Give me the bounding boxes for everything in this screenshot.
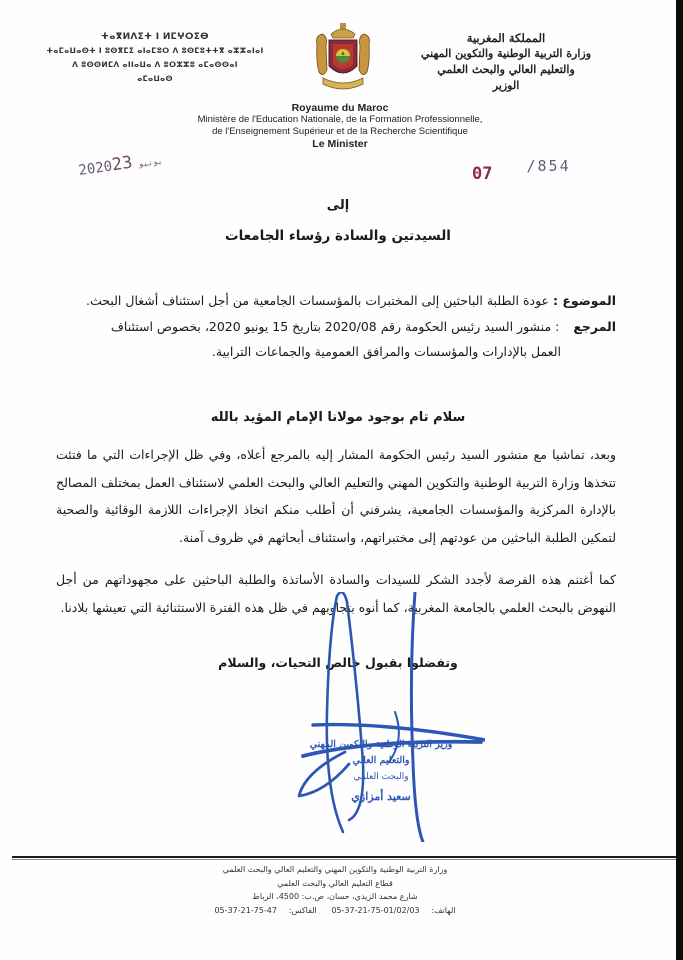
footer-sector: قطاع التعليم العالي والبحث العلمي — [277, 878, 393, 888]
minister-french: Le Minister — [312, 138, 368, 150]
body-paragraph-1: وبعد، تماشيا مع منشور السيد رئيس الحكومة المشار إليه بالمرجع أعلاه، وفي ظل الإجراءات التي ما فتئت تتخذها وزارة التربية الوطنية والتكوين المهني والتعليم العالي والبحث العلمي لاستئناف العمل بمختلف المصالح بالإدارة المركزية والمؤسسات الجامعية، يشرفني أن أطلب منكم اتخاذ الإجراءات اللازمة الوقائية والصحية لتمكين الطلبة الباحثين من عودتهم إلى مختبراتهم، واستئناف أبحاثهم في ظروف آمنة. — [56, 447, 616, 545]
signatory-name: سعيد أمزازي — [351, 790, 411, 803]
morocco-coat-of-arms-icon — [313, 22, 373, 94]
signature-stamp-title: وزير التربية الوطنية والتكوين المهني والتعليم العالي — [309, 739, 453, 766]
subject-text: عودة الطلبة الباحثين إلى المختبرات بالمؤسسات الجامعية من أجل استئناف أشغال البحث. — [86, 293, 549, 308]
footer-contacts — [200, 904, 470, 918]
minister-arabic: الوزير — [492, 79, 520, 92]
footer-divider-shadow — [12, 859, 676, 860]
ministry-french-line1: Ministère de l'Education Nationale, de la Formation Professionnelle, — [197, 114, 483, 125]
date-stamp — [77, 148, 169, 180]
reference-number-stamp — [472, 157, 571, 184]
footer-address — [200, 863, 470, 917]
kingdom-arabic: المملكة المغربية — [466, 31, 546, 45]
header-arabic — [416, 30, 596, 94]
ref-serial: /854 — [526, 157, 571, 175]
ministry-french-line2: de l'Enseignement Supérieur et de la Recherche Scientifique — [212, 126, 468, 137]
fax-label: الفاكس: — [288, 905, 317, 915]
scan-edge — [676, 0, 683, 960]
handwritten-signature — [285, 592, 485, 842]
date-day: 23 — [110, 152, 134, 176]
reference-text-line2: العمل بالإدارات والمؤسسات والمرافق العمومية والجماعات الترابية. — [211, 344, 561, 359]
ministry-tifinagh-line2: ⴷ ⵓⵙⵙⵍⵎⴷ ⴰⵏⵏⴰⵡⴰ ⴷ ⵓⵔⵣⵣⵓ ⴰⵎⴰⵙⵙⴰⵏ — [72, 60, 238, 69]
fax-number: 05-37-21-75-47 — [214, 905, 277, 915]
minister-tifinagh: ⴰⵎⴰⵡⴰⵙ — [137, 74, 173, 83]
ref-number: 07 — [472, 164, 493, 184]
subject-line — [56, 288, 616, 314]
addressee-to: إلى — [326, 198, 350, 213]
ministry-arabic-line2: والتعليم العالي والبحث العلمي — [437, 63, 575, 76]
kingdom-french: Royaume du Maroc — [291, 102, 389, 114]
phone-label: الهاتف: — [431, 905, 456, 915]
ministry-arabic-line1: وزارة التربية الوطنية والتكوين المهني — [420, 47, 592, 60]
date-year: 2020 — [77, 158, 114, 180]
kingdom-tifinagh: ⵜⴰⴳⵍⴷⵉⵜ ⵏ ⵍⵎⵖⵔⵉⴱ — [101, 32, 209, 42]
phone-number: 05-37-21-75-01/02/03 — [331, 905, 420, 915]
greeting: سلام تام بوجود مولانا الإمام المؤيد بالله — [210, 410, 466, 425]
subject-label: الموضوع : — [552, 293, 616, 308]
body-paragraph-2: كما أغتنم هذه الفرصة لأجدد الشكر للسيدات والسادة الأساتذة والطلبة الباحثين على مجهوداتهم من أجل النهوض بالبحث العلمي بالجامعة المغربية، كما أنوه بتجاوبهم في ظل هذه الفترة الاستثنائية التي تعيشها بلادنا. — [56, 572, 616, 615]
reference-text-line1: : منشور السيد رئيس الحكومة رقم 2020/08 بتاريخ 15 يونيو 2020، بخصوص استئناف — [110, 319, 560, 334]
footer-ministry: وزارة التربية الوطنية والتكوين المهني والتعليم العالي والبحث العلمي — [222, 865, 448, 874]
footer-street-address: شارع محمد الزيدي، حسان، ص.ب: 4500، الرباط — [252, 892, 418, 901]
signature-stamp-title-2: والبحث العلمي — [353, 772, 409, 782]
addressee-recipients: السيدتين والسادة رؤساء الجامعات — [225, 228, 451, 244]
ministry-tifinagh-line1: ⵜⴰⵎⴰⵡⴰⵙⵜ ⵏ ⵓⵙⴳⵎⵉ ⴰⵏⴰⵎⵓⵔ ⴷ ⵓⵙⵎⵓⵜⵜⴳ ⴰⵣⵣⴰⵏⴰⵏ — [46, 46, 264, 55]
reference-line — [56, 314, 616, 364]
date-month: يونيو — [137, 156, 164, 169]
reference-label: المرجع — [573, 319, 616, 334]
footer-divider — [12, 856, 676, 858]
header-tifinagh — [40, 30, 270, 86]
closing-salutation: وتفضلوا بقبول خالص التحيات، والسلام — [218, 655, 458, 670]
header-french — [150, 102, 530, 150]
